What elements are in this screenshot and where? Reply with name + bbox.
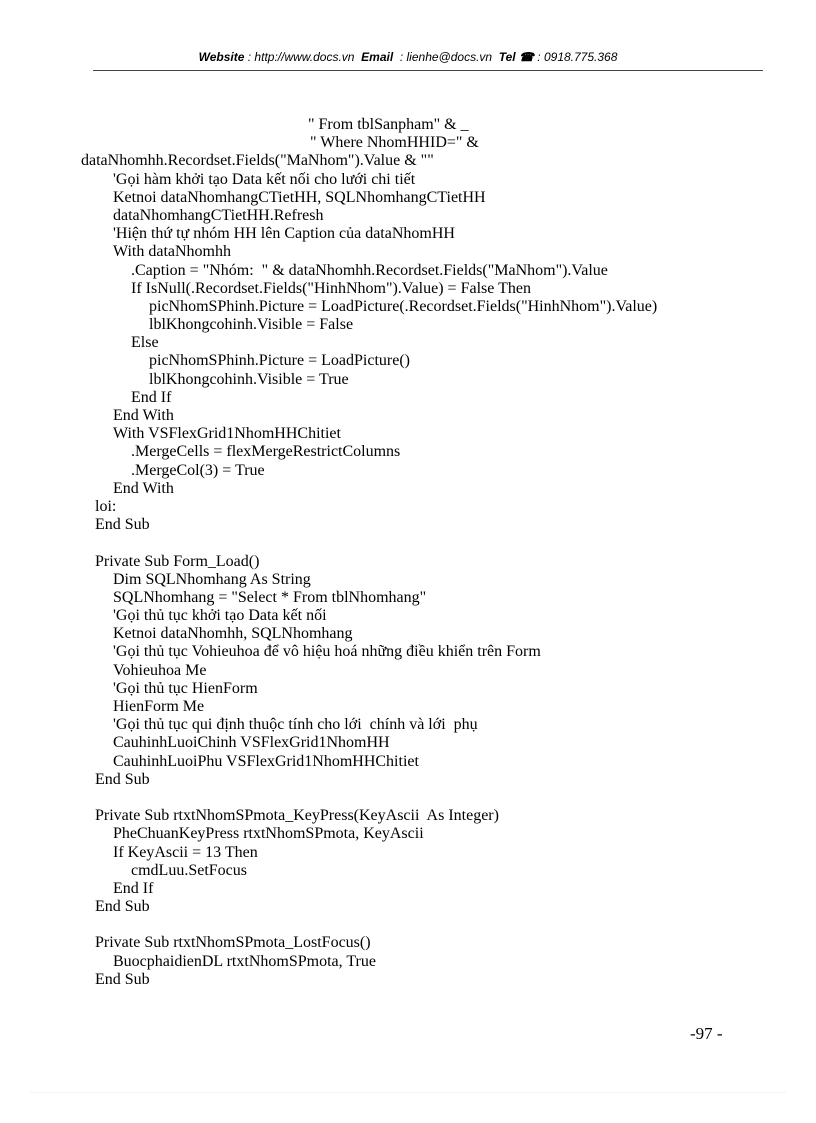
code-line: If KeyAscii = 13 Then	[113, 843, 258, 861]
email-value: : lienhe@docs.vn	[399, 50, 493, 64]
code-line: Private Sub rtxtNhomSPmota_KeyPress(KeyAscii As Integer)	[95, 807, 499, 825]
code-line: Else	[131, 334, 159, 352]
phone-icon: ☎	[519, 50, 534, 64]
code-line: Ketnoi dataNhomhh, SQLNhomhang	[113, 625, 353, 643]
code-line: Private Sub rtxtNhomSPmota_LostFocus()	[95, 934, 371, 952]
code-line: 'Gọi thủ tục qui định thuộc tính cho lới chính và lới phụ	[113, 716, 478, 734]
code-line: 'Gọi thủ tục khởi tạo Data kết nối	[113, 607, 327, 625]
code-line: cmdLuu.SetFocus	[131, 861, 247, 879]
code-line: End Sub	[95, 898, 150, 916]
code-line: BuocphaidienDL rtxtNhomSPmota, True	[113, 952, 376, 970]
code-line: End With	[113, 407, 174, 424]
email-label: Email	[361, 50, 394, 64]
code-line: If IsNull(.Recordset.Fields("HinhNhom").Value) = False Then	[131, 279, 531, 297]
website-value: : http://www.docs.vn	[247, 50, 355, 64]
code-line: dataNhomhangCTietHH.Refresh	[113, 206, 324, 224]
website-label: Website	[198, 50, 245, 64]
code-line: End If	[131, 388, 172, 406]
code-line: End Sub	[95, 516, 150, 534]
code-line: CauhinhLuoiPhu VSFlexGrid1NhomHHChitiet	[113, 752, 419, 770]
code-line: 'Gọi thủ tục HienForm	[113, 679, 258, 697]
blank-line	[95, 534, 785, 552]
code-line: 'Hiện thứ tự nhóm HH lên Caption của dataNhomHH	[113, 225, 455, 243]
code-line: Vohieuhoa Me	[113, 661, 207, 679]
code-line: End With	[113, 479, 174, 497]
code-line: Ketnoi dataNhomhangCTietHH, SQLNhomhangCTietHH	[113, 188, 486, 206]
code-line: lblKhongcohinh.Visible = False	[149, 316, 354, 334]
code-line: Private Sub Form_Load()	[95, 552, 260, 570]
footer-rule	[30, 1092, 786, 1093]
code-line: picNhomSPhinh.Picture = LoadPicture()	[149, 352, 410, 370]
code-line: lblKhongcohinh.Visible = True	[149, 370, 349, 388]
code-line: " From tblSanpham" & _	[308, 116, 469, 133]
code-listing	[81, 116, 785, 989]
blank-line	[95, 916, 785, 934]
code-line: Dim SQLNhomhang As String	[113, 570, 311, 588]
code-line: dataNhomhh.Recordset.Fields("MaNhom").Value & ""	[81, 152, 434, 170]
code-line: SQLNhomhang = "Select * From tblNhomhang"	[113, 588, 427, 606]
code-line: " Where NhomHHID=" &	[310, 134, 479, 152]
code-line: End If	[113, 879, 154, 897]
code-line: With dataNhomhh	[113, 243, 231, 261]
page-number: -97 -	[690, 1024, 723, 1043]
code-line: picNhomSPhinh.Picture = LoadPicture(.Recordset.Fields("HinhNhom").Value)	[149, 297, 658, 315]
page-header	[0, 50, 816, 64]
header-rule	[93, 70, 763, 71]
code-line: .Caption = "Nhóm: " & dataNhomhh.Recordset.Fields("MaNhom").Value	[131, 261, 608, 279]
code-line: With VSFlexGrid1NhomHHChitiet	[113, 425, 341, 443]
code-line: loi:	[95, 497, 117, 515]
code-line: End Sub	[95, 770, 150, 788]
code-line: .MergeCells = flexMergeRestrictColumns	[131, 443, 401, 461]
tel-value: : 0918.775.368	[537, 50, 618, 64]
code-line: End Sub	[95, 970, 150, 988]
code-line: 'Gọi hàm khởi tạo Data kết nối cho lưới chi tiết	[113, 170, 416, 188]
code-line: HienForm Me	[113, 698, 205, 715]
code-line: 'Gọi thủ tục Vohieuhoa để vô hiệu hoá những điều khiển trên Form	[113, 643, 541, 661]
blank-line	[95, 789, 785, 807]
code-line: PheChuanKeyPress rtxtNhomSPmota, KeyAscii	[113, 825, 424, 843]
code-line: CauhinhLuoiChinh VSFlexGrid1NhomHH	[113, 734, 390, 752]
tel-label: Tel	[498, 50, 516, 64]
code-line: .MergeCol(3) = True	[131, 461, 265, 479]
